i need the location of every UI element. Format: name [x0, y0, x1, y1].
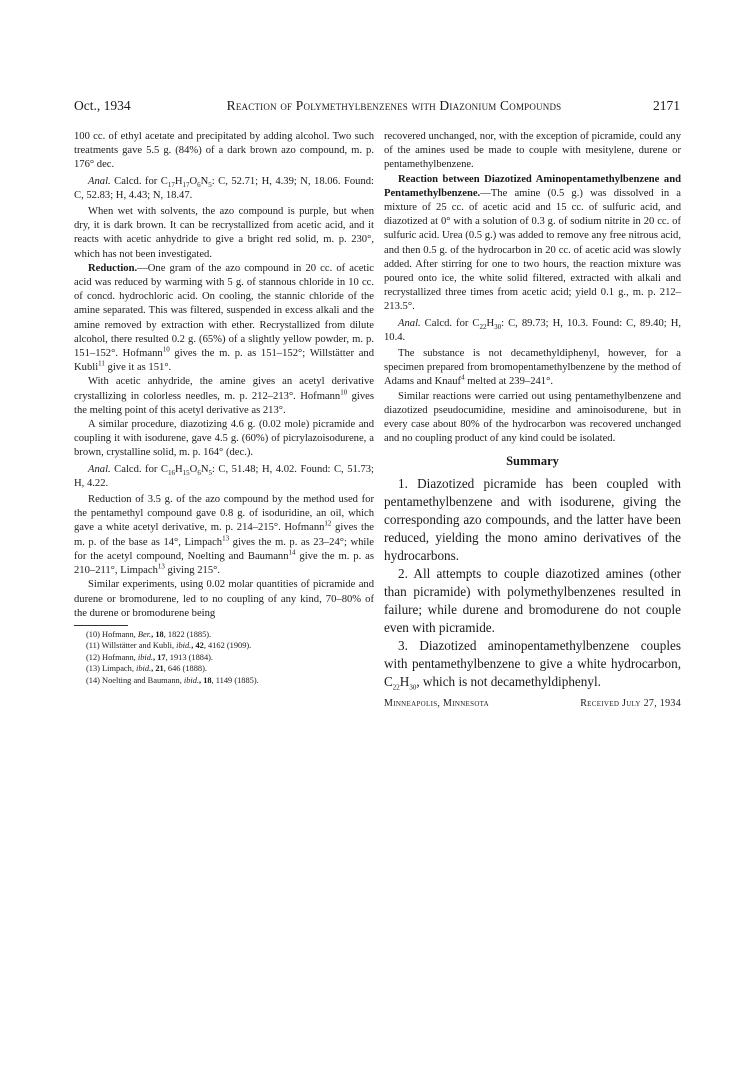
- footnote-rule: [74, 625, 128, 626]
- paragraph-picrylazoisodurene: A similar procedure, diazotizing 4.6 g. (0.02 mole) picramide and coupling it with isodurene, gave 4.5 g. (60%) of picrylazoisodurene, a brown, crystalline solid, m. p. 164° (dec.).: [74, 419, 374, 459]
- footnote-14: (14) Noelting and Baumann, ibid., 18, 1149 (1885).: [86, 675, 259, 685]
- summary-item-1: 1. Diazotized picramide has been coupled with pentamethylbenzene and with isodurene, giving the corresponding azo compounds, and the latter have been reduced, yielding the mono amino derivatives of the hydrocarbons.: [384, 475, 681, 563]
- paragraph-similar-experiments: Similar experiments, using 0.02 molar quantities of picramide and durene or bromodurene, led to no coupling of any kind, 70–80% of the durene or bromodurene being: [74, 579, 374, 619]
- footnotes: [74, 629, 374, 687]
- received-date: Received July 27, 1934: [580, 697, 681, 709]
- paragraph-recovered: recovered unchanged, nor, with the exception of picramide, could any of the amines used be made to couple with mesitylene, durene or pentamethylbenzene.: [384, 131, 681, 171]
- page-number: 2171: [653, 98, 680, 113]
- issue-date: Oct., 1934: [74, 98, 131, 113]
- right-column: [384, 130, 681, 711]
- summary-item-2: 2. All attempts to couple diazotized amines (other than picramide) with polymethylbenzenes resulted in failure; while durene and bromodurene do not couple even with picramide.: [384, 565, 681, 635]
- footnote-10: (10) Hofmann, Ber., 18, 1822 (1885).: [86, 629, 212, 639]
- signature-line: [384, 697, 681, 711]
- paragraph-reaction: Reaction between Diazotized Aminopentamethylbenzene and Pentamethylbenzene.—The amine (0.5 g.) was dissolved in a mixture of 25 cc. of acetic acid and 15 cc. of sulfuric acid, and diazotized at 0° with a solution of 0.3 g. of sodium nitrite in 20 cc. of sulfuric acid. Urea (0.5 g.) was added to remove any free nitrous acid, and then 0.5 g. of the hydrocarbon in 20 cc. of acetic acid was slowly added. After stirring for one to two hours, the reaction mixture was poured onto ice, the white solid filtered, extracted with alkali and recrystallized three times from acetic acid; yield 0.1 g., m. p. 212–213.5°.: [384, 173, 681, 313]
- analysis-3: Anal. Calcd. for $C_{22}H_{30}$: C, 89.73; H, 10.3. Found: C, 89.40; H, 10.4.: [384, 317, 681, 343]
- paragraph-reduction: Reduction.—One gram of the azo compound in 20 cc. of acetic acid was reduced by warming with 5 g. of stannous chloride in 10 cc. of concd. hydrochloric acid. On cooling, the stannic chloride of the amine separated. This was filtered, suspended in excess alkali and the amine removed by extraction with ether. Recrystallized from dilute alcohol, there resulted 0.2 g. (65%) of a slightly yellow powder, m. p. 151–152°. Hofmann$^{10}$ gives the m. p. as 151–152°; Willstätter and Kubli$^{11}$ give it as 151°.: [74, 262, 374, 374]
- footnote-11: (11) Willstätter and Kubli, ibid., 42, 4162 (1909).: [86, 641, 252, 651]
- section-heading-reduction: Reduction.: [88, 262, 138, 274]
- footnote-13: (13) Limpach, ibid., 21, 646 (1888).: [86, 664, 207, 674]
- footnote-12: (12) Hofmann, ibid., 17, 1913 (1884).: [86, 652, 214, 662]
- paragraph-solvents: When wet with solvents, the azo compound is purple, but when dry, it is dark brown. It can be recrystallized from acetic acid, and it reacts with acetic anhydride to give a bright red solid, m. p. 230°, which has not been investigated.: [74, 206, 374, 260]
- section-heading-reaction: Reaction between Diazotized Aminopentamethylbenzene and Pentamethylbenzene.: [384, 173, 681, 199]
- summary: [384, 475, 681, 691]
- paragraph-azo-compound: 100 cc. of ethyl acetate and precipitated by adding alcohol. Two such treatments gave 5.5 g. (84%) of a dark brown azo compound, m. p. 176° dec.: [74, 131, 374, 171]
- running-title: Reaction of Polymethylbenzenes with Diazonium Compounds: [226, 98, 562, 113]
- place: Minneapolis, Minnesota: [384, 697, 490, 709]
- left-column: [74, 130, 374, 686]
- paragraph-isoduridine: Reduction of 3.5 g. of the azo compound by the method used for the pentamethyl compound gave 0.8 g. of isoduridine, an oil, which gave a white acetyl derivative, m. p. 214–215°. Hofmann$^{12}$ gives the m. p. of the base as 14°, Limpach$^{13}$ gives the m. p. as 23–24°; while for the acetyl compound, Noelting and Baumann$^{14}$ give the m. p. as 210–211°, Limpach$^{13}$ giving 215°.: [74, 494, 374, 577]
- summary-heading: Summary: [506, 454, 559, 469]
- paragraph-similar-reactions: Similar reactions were carried out using pentamethylbenzene and diazotized pseudocumidine, mesidine and aminoisodurene, but in every case about 80% of the hydrocarbon was recovered unchanged and no coupling product of any kind could be isolated.: [384, 390, 681, 445]
- summary-item-3: 3. Diazotized aminopentamethylbenzene couples with pentamethylbenzene to give a white hydrocarbon, $C_{22}H_{30}$, which is not decamethyldiphenyl.: [384, 637, 681, 692]
- paragraph-not-decamethyldiphenyl: The substance is not decamethyldiphenyl, however, for a specimen prepared from bromopentamethylbenzene by the method of Adams and Knauf$^4$ melted at 239–241°.: [384, 348, 681, 388]
- analysis-1: Anal. Calcd. for $C_{17}H_{17}O_6N_5$: C, 52.71; H, 4.39; N, 18.06. Found: C, 52.83; H, 4.43; N, 18.47.: [74, 175, 374, 201]
- analysis-2: Anal. Calcd. for $C_{16}H_{15}O_6N_5$: C, 51.48; H, 4.02. Found: C, 51.73; H, 4.22.: [74, 463, 374, 489]
- running-header: [74, 98, 680, 116]
- paragraph-acetyl-derivative: With acetic anhydride, the amine gives an acetyl derivative crystallizing in colorless needles, m. p. 212–213°. Hofmann$^{10}$ gives the melting point of this acetyl derivative as 213°.: [74, 376, 374, 416]
